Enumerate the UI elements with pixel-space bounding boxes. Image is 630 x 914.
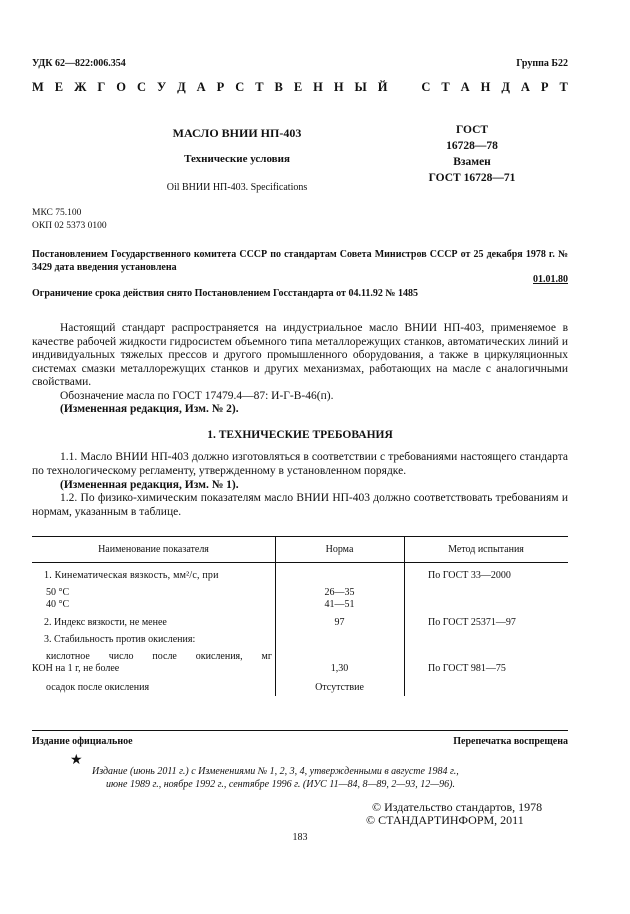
banner-letter: Е bbox=[54, 80, 64, 94]
row-1-name: 1. Кинематическая вязкость, мм²/с, при bbox=[44, 570, 219, 581]
okp-code: ОКП 02 5373 0100 bbox=[32, 221, 107, 231]
banner-letter: О bbox=[116, 80, 127, 94]
banner-letter: Р bbox=[540, 80, 549, 94]
banner-letter: Т bbox=[441, 80, 450, 94]
banner-letter: Д bbox=[177, 80, 186, 94]
row-3-name: 3. Стабильность против окисления: bbox=[44, 634, 196, 645]
row-1b-name: 40 °С bbox=[46, 599, 70, 610]
banner-letter: Т bbox=[255, 80, 264, 94]
row-1b-norm: 41—51 bbox=[324, 599, 355, 610]
banner-letter: В bbox=[274, 80, 283, 94]
oil-designation: Обозначение масла по ГОСТ 17479.4—87: И-Г-В-46(п). bbox=[60, 390, 334, 402]
intro-paragraph: Настоящий стандарт распространяется на индустриальное масло ВНИИ НП-403, применяемое в качестве рабочей жидкости гидросистем объемного типа металлорежущих станков, автоматических линий и индивидуальных тяжелых прессов и другого промышленного оборудования, а также в циркуляционных системах смазки металлорежущих станков и других механизмах, работающих на масле с аналогичными свойствами. bbox=[32, 322, 568, 389]
section-heading: 1. ТЕХНИЧЕСКИЕ ТРЕБОВАНИЯ bbox=[207, 429, 393, 441]
english-title: Oil ВНИИ НП-403. Specifications bbox=[166, 182, 308, 193]
gost-number: 16728—78 bbox=[446, 140, 498, 152]
banner-letter: А bbox=[460, 80, 470, 94]
row-1a-norm: 26—35 bbox=[324, 587, 355, 598]
banner-letter bbox=[398, 80, 410, 95]
change-note-1: (Измененная редакция, Изм. № 1). bbox=[60, 479, 239, 491]
clause-1-1: 1.1. Масло ВНИИ НП-403 должно изготовляться в соответствии с требованиями настоящего стандарта по технологическому регламенту, утвержденному в установленном порядке. bbox=[32, 451, 568, 477]
banner-letter: Д bbox=[501, 80, 510, 94]
group-code: Группа Б22 bbox=[516, 58, 568, 69]
udk-code: УДК 62—822:006.354 bbox=[32, 58, 126, 69]
table-header-name: Наименование показателя bbox=[98, 544, 209, 555]
table-col-divider-2 bbox=[404, 536, 405, 696]
table-header-method: Метод испытания bbox=[448, 544, 524, 555]
table-header-norm: Норма bbox=[325, 544, 354, 555]
banner-letter: Т bbox=[559, 80, 568, 94]
banner-letter: Н bbox=[313, 80, 323, 94]
limit-removed-text: Ограничение срока действия снято Постановлением Госстандарта от 04.11.92 № 1485 bbox=[32, 288, 418, 299]
banner-letter: С bbox=[136, 80, 147, 94]
table-header-rule bbox=[32, 562, 568, 563]
clause-1-2: 1.2. По физико-химическим показателям масло ВНИИ НП-403 должно соответствовать требованиям и нормам, указанным в таблице. bbox=[32, 492, 568, 518]
gost-instead: Взамен bbox=[453, 156, 491, 168]
banner-letter: Р bbox=[216, 80, 225, 94]
mks-code: МКС 75.100 bbox=[32, 208, 82, 218]
banner-letter: Й bbox=[377, 80, 388, 94]
banner-letter: Е bbox=[293, 80, 303, 94]
row-1-method: По ГОСТ 33—2000 bbox=[428, 570, 511, 581]
copyright-2011: © СТАНДАРТИНФОРМ, 2011 bbox=[366, 813, 524, 827]
banner-letter: А bbox=[196, 80, 206, 94]
row-3a-name-line1: кислотное число после окисления, мг bbox=[46, 651, 272, 662]
copyright-1978: © Издательство стандартов, 1978 bbox=[372, 800, 543, 814]
change-note-2: (Измененная редакция, Изм. № 2). bbox=[60, 403, 239, 415]
edition-line-2: июне 1989 г., ноябре 1992 г., сентябре 1996 г. (ИУС 11—84, 8—89, 2—93, 12—96). bbox=[106, 779, 455, 790]
table-top-rule bbox=[32, 536, 568, 537]
star-icon: ★ bbox=[70, 753, 83, 768]
decree-text: Постановлением Государственного комитета СССР по стандартам Совета Министров СССР от 25 декабря 1978 г. № 3429 дата введения установлена bbox=[32, 249, 568, 273]
banner-letter: А bbox=[520, 80, 530, 94]
edition-line-1: Издание (июнь 2011 г.) с Изменениями № 1, 2, 3, 4, утвержденными в августе 1984 г., bbox=[92, 766, 459, 777]
banner-letter: Г bbox=[97, 80, 106, 94]
gost-label: ГОСТ bbox=[455, 124, 489, 136]
gost-block bbox=[392, 122, 552, 186]
banner-letter: М bbox=[32, 80, 44, 94]
row-3a-method: По ГОСТ 981—75 bbox=[428, 663, 506, 674]
page-number: 183 bbox=[292, 832, 308, 843]
interstate-standard-banner bbox=[32, 80, 568, 95]
row-3a-norm: 1,30 bbox=[330, 663, 349, 674]
banner-letter: Ы bbox=[354, 80, 367, 94]
banner-letter: У bbox=[156, 80, 167, 94]
introduction-date: 01.01.80 bbox=[533, 274, 568, 285]
document-page bbox=[32, 0, 568, 914]
banner-letter: С bbox=[235, 80, 245, 94]
gost-replaced: ГОСТ 16728—71 bbox=[428, 172, 516, 184]
row-1a-name: 50 °С bbox=[46, 587, 70, 598]
banner-letter: Ж bbox=[74, 80, 87, 94]
row-2-method: По ГОСТ 25371—97 bbox=[428, 617, 516, 628]
banner-letter: Н bbox=[480, 80, 491, 94]
footer-rule bbox=[32, 730, 568, 731]
official-edition: Издание официальное bbox=[32, 736, 133, 747]
banner-letter: Н bbox=[333, 80, 344, 94]
row-3a-name-line2: КОН на 1 г, не более bbox=[32, 663, 120, 674]
reprint-prohibited: Перепечатка воспрещена bbox=[453, 736, 568, 747]
row-2-norm: 97 bbox=[334, 617, 345, 628]
product-subtitle: Технические условия bbox=[184, 153, 290, 165]
row-3b-norm: Отсутствие bbox=[315, 682, 364, 693]
row-3b-name: осадок после окисления bbox=[46, 682, 150, 693]
row-2-name: 2. Индекс вязкости, не менее bbox=[44, 617, 167, 628]
banner-letter: С bbox=[421, 80, 431, 94]
product-title: МАСЛО ВНИИ НП-403 bbox=[172, 126, 302, 140]
